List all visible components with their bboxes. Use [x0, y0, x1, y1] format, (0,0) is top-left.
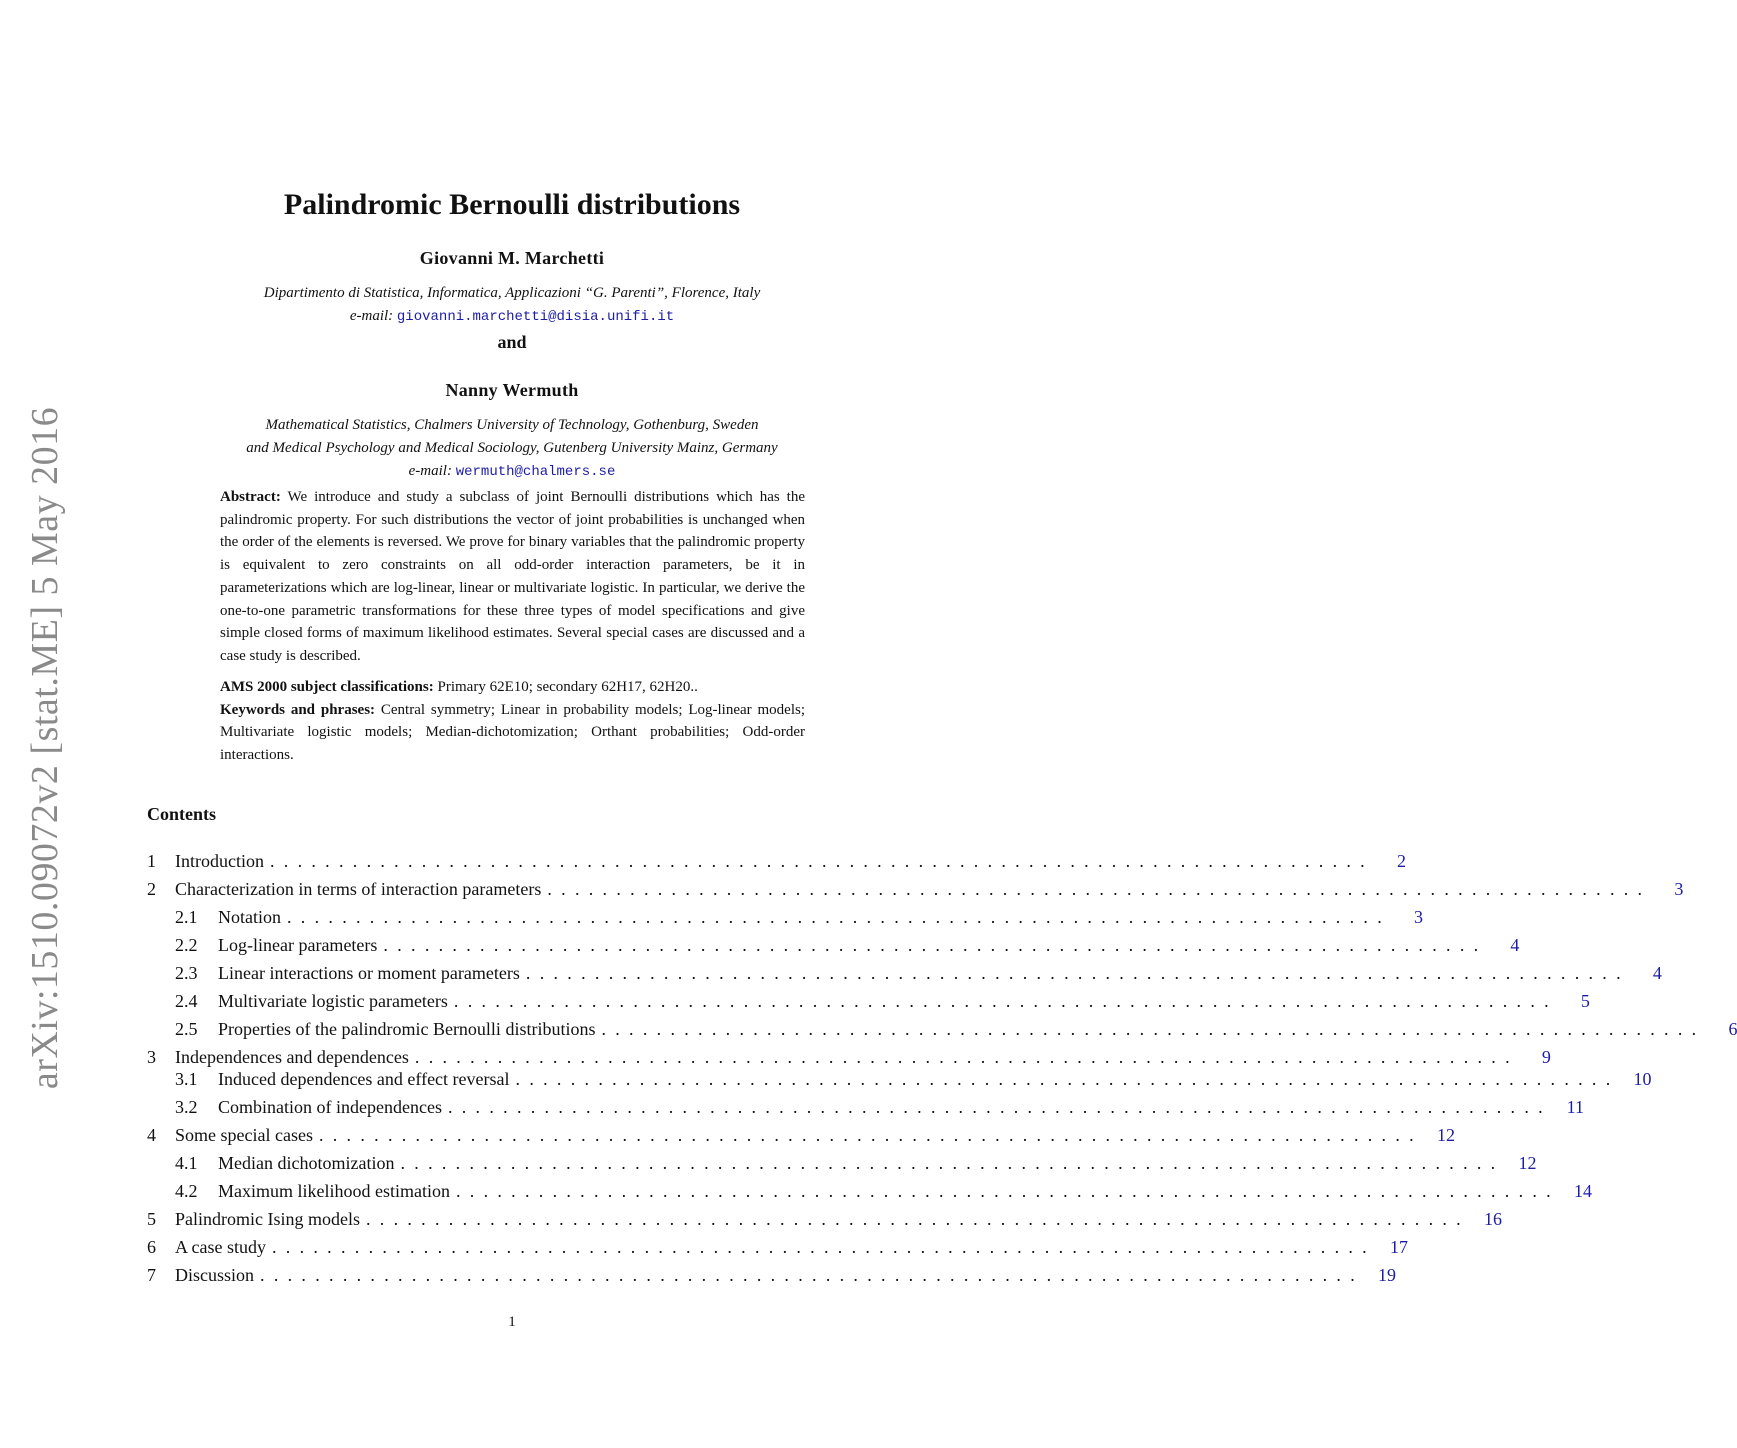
email-label: e-mail: [408, 463, 452, 479]
toc-entry-title: Independences and dependences [175, 1047, 409, 1067]
toc-page-link[interactable]: 3 [1414, 907, 1423, 927]
ams-classification [220, 676, 805, 699]
toc-page-link[interactable]: 3 [1674, 879, 1684, 899]
classification-block [220, 676, 805, 767]
toc-entry-number: 3 [147, 1047, 156, 1067]
toc-dot-leader: ................................................................................ [318, 1125, 1423, 1145]
toc-entry[interactable] [147, 907, 1423, 933]
toc-entry-title: Log-linear parameters [218, 935, 378, 955]
toc-entry[interactable] [147, 963, 1662, 989]
toc-entry[interactable] [147, 1153, 1537, 1179]
keywords [220, 699, 805, 767]
toc-entry[interactable] [147, 1097, 1584, 1123]
toc-page-link[interactable]: 4 [1510, 935, 1520, 955]
toc-entry[interactable] [147, 879, 1684, 905]
affiliation-line: and Medical Psychology and Medical Sociology, Gutenberg University Mainz, Germany [246, 440, 778, 456]
abstract-text: We introduce and study a subclass of joint Bernoulli distributions which has the palindromic property. For such distributions the vector of joint probabilities is unchanged when the order of the elements is reversed. We prove for binary variables that the palindromic property is equivalent to zero constraints on all odd-order interaction parameters, be it in parameterizations which are log-linear, linear or multivariate logistic. In particular, we derive the one-to-one parametric transformations for these three types of model specifications and give simple closed forms of maximum likelihood estimates. Several special cases are discussed and a case study is described. [220, 489, 806, 664]
toc-entry-number: 3.2 [175, 1097, 198, 1117]
toc-entry-number: 2.3 [175, 963, 198, 983]
toc-dot-leader: ................................................................................ [601, 1019, 1706, 1039]
keywords-text: Central symmetry; Linear in probability models; Log-linear models; Multivariate logistic models; Median-dichotomization; Orthant probabilities; Odd-order interactions. [220, 701, 805, 764]
paper-title: Palindromic Bernoulli distributions [283, 188, 741, 221]
toc-entry-title: Properties of the palindromic Bernoulli distributions [218, 1019, 596, 1039]
toc-page-link[interactable]: 2 [1396, 851, 1406, 871]
toc-entry-number: 4.2 [175, 1181, 198, 1201]
toc-dot-leader: ................................................................................ [383, 935, 1488, 955]
toc-entry-number: 1 [147, 851, 156, 871]
toc-entry-title: Induced dependences and effect reversal [218, 1069, 510, 1089]
toc-dot-leader: ................................................................................ [269, 851, 1374, 871]
toc-entry-number: 2.2 [175, 935, 198, 955]
email-link-1[interactable]: giovanni.marchetti@disia.unifi.it [396, 309, 675, 325]
toc-entry-title: Notation [218, 907, 281, 927]
toc-dot-leader: ................................................................................ [525, 963, 1630, 983]
toc-entry-number: 4 [147, 1125, 156, 1145]
contents-heading: Contents [147, 804, 217, 824]
toc-entry[interactable] [147, 991, 1590, 1017]
toc-entry-title: Maximum likelihood estimation [218, 1181, 450, 1201]
toc-page-link[interactable]: 9 [1541, 1047, 1551, 1067]
toc-page-link[interactable]: 10 [1633, 1069, 1652, 1089]
toc-page-link[interactable]: 17 [1389, 1237, 1408, 1257]
toc-dot-leader: ................................................................................ [455, 1181, 1560, 1201]
author-affiliation-1 [0, 282, 1024, 329]
toc-page-link[interactable]: 12 [1436, 1125, 1455, 1145]
toc-entry-number: 6 [147, 1237, 156, 1257]
toc-entry-number: 7 [147, 1265, 156, 1285]
toc-dot-leader: ................................................................................ [453, 991, 1558, 1011]
toc-entry-title: A case study [175, 1237, 266, 1257]
email-link-2[interactable]: wermuth@chalmers.se [455, 464, 616, 480]
abstract [220, 486, 805, 668]
toc-entry[interactable] [147, 1265, 1397, 1291]
toc-entry-number: 5 [147, 1209, 156, 1229]
toc-entry-title: Discussion [175, 1265, 255, 1285]
toc-entry[interactable] [147, 1237, 1408, 1263]
toc-entry[interactable] [147, 935, 1520, 961]
author-affiliation-2 [0, 414, 1024, 484]
toc-entry[interactable] [147, 1209, 1502, 1235]
toc-dot-leader: ................................................................................ [365, 1209, 1470, 1229]
toc-page-link[interactable]: 6 [1728, 1019, 1737, 1039]
toc-entry-title: Median dichotomization [218, 1153, 395, 1173]
email-line [0, 460, 1024, 484]
ams-text: Primary 62E10; secondary 62H17, 62H20.. [437, 679, 698, 695]
toc-page-link[interactable]: 5 [1580, 991, 1590, 1011]
toc-entry[interactable] [147, 1069, 1652, 1095]
toc-page-link[interactable]: 16 [1483, 1209, 1502, 1229]
toc-entry-title: Some special cases [175, 1125, 313, 1145]
abstract-label: Abstract: [220, 489, 281, 505]
toc-entry[interactable] [147, 851, 1406, 877]
toc-page-link[interactable]: 14 [1573, 1181, 1592, 1201]
toc-entry-number: 2.1 [175, 907, 198, 927]
author-conjunction: and [497, 332, 527, 352]
toc-entry-title: Multivariate logistic parameters [218, 991, 448, 1011]
toc-page-link[interactable]: 4 [1652, 963, 1662, 983]
toc-entry-number: 2.4 [175, 991, 198, 1011]
toc-page-link[interactable]: 12 [1518, 1153, 1537, 1173]
affiliation-line: Dipartimento di Statistica, Informatica, Applicazioni “G. Parenti”, Florence, Italy [263, 285, 761, 301]
toc-dot-leader: ................................................................................ [447, 1097, 1552, 1117]
toc-entry-title: Combination of independences [218, 1097, 442, 1117]
toc-entry-number: 3.1 [175, 1069, 198, 1089]
toc-entry[interactable] [147, 1019, 1737, 1045]
toc-entry-title: Characterization in terms of interaction parameters [175, 879, 542, 899]
toc-entry-title: Palindromic Ising models [175, 1209, 360, 1229]
toc-entry-title: Linear interactions or moment parameters [218, 963, 520, 983]
toc-page-link[interactable]: 19 [1378, 1265, 1397, 1285]
toc-dot-leader: ................................................................................ [515, 1069, 1620, 1089]
toc-page-link[interactable]: 11 [1566, 1097, 1584, 1117]
toc-entry-title: Introduction [175, 851, 264, 871]
arxiv-stamp: arXiv:1510.09072v2 [stat.ME] 5 May 2016 [24, 406, 66, 1090]
toc-dot-leader: ................................................................................ [414, 1047, 1519, 1067]
ams-label: AMS 2000 subject classifications: [220, 679, 434, 695]
page-number: 1 [508, 1314, 516, 1330]
toc-entry-number: 2.5 [175, 1019, 198, 1039]
email-label: e-mail: [349, 308, 394, 324]
toc-entry-number: 2 [147, 879, 156, 899]
toc-dot-leader: ................................................................................ [271, 1237, 1376, 1257]
toc-dot-leader: ................................................................................ [400, 1153, 1505, 1173]
author-name-2: Nanny Wermuth [445, 380, 579, 400]
toc-entry-number: 4.1 [175, 1153, 198, 1173]
toc-dot-leader: ................................................................................ [287, 907, 1391, 927]
affiliation-line: Mathematical Statistics, Chalmers University of Technology, Gothenburg, Sweden [265, 417, 759, 433]
email-line [0, 305, 1024, 329]
toc-dot-leader: ................................................................................ [547, 879, 1652, 899]
author-name-1: Giovanni M. Marchetti [419, 248, 605, 268]
keywords-label: Keywords and phrases: [220, 701, 376, 718]
toc-dot-leader: ................................................................................ [260, 1265, 1365, 1285]
toc-entry[interactable] [147, 1181, 1592, 1207]
toc-entry[interactable] [147, 1125, 1455, 1151]
